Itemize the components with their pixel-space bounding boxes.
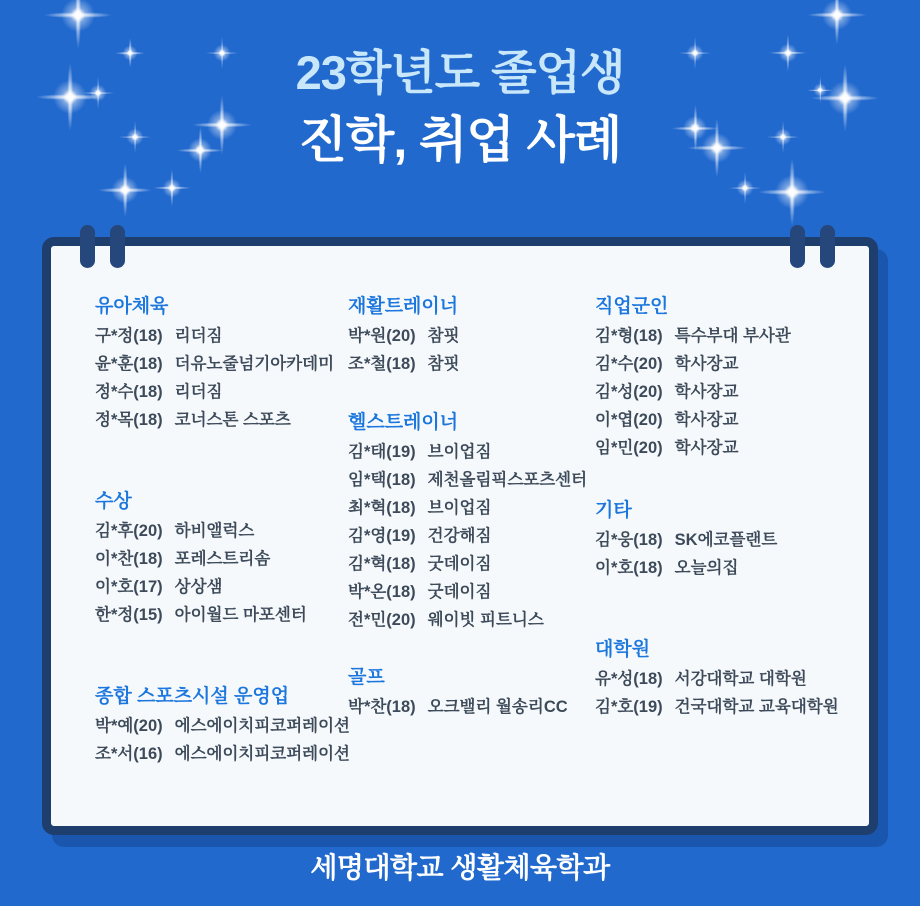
graduate-entry	[595, 406, 865, 434]
graduate-entry	[595, 554, 865, 582]
graduate-name: 김*호(19)	[595, 698, 663, 716]
graduate-entry	[95, 601, 348, 629]
graduate-name: 박*찬(18)	[348, 698, 416, 716]
graduate-entry	[348, 494, 595, 522]
graduate-entry	[348, 466, 595, 494]
title-line-2: 진학, 취업 사례	[298, 112, 622, 168]
sparkle-icon	[49, 0, 107, 44]
graduate-name: 박*원(20)	[348, 327, 416, 345]
category-section	[348, 295, 595, 378]
graduate-entry	[348, 438, 595, 466]
graduate-name: 김*수(20)	[595, 355, 663, 373]
category-section	[595, 499, 865, 582]
graduate-entry	[595, 693, 865, 721]
sparkle-icon	[156, 172, 188, 204]
category-heading: 유아체육	[95, 296, 169, 317]
category-heading: 기타	[595, 500, 632, 521]
placement-org: 굿데이짐	[427, 555, 492, 573]
sparkle-icon	[811, 0, 863, 41]
department-name: 세명대학교 생활체육학과	[310, 852, 610, 883]
graduate-entry	[348, 550, 595, 578]
placement-org: 참핏	[427, 327, 460, 345]
graduate-entry	[595, 350, 865, 378]
graduate-name: 김*웅(18)	[595, 531, 663, 549]
placement-org: 하비앨럭스	[174, 522, 255, 540]
placement-org: 학사장교	[674, 355, 739, 373]
graduate-name: 정*수(18)	[95, 383, 163, 401]
graduate-name: 전*민(20)	[348, 611, 416, 629]
category-heading: 골프	[348, 667, 385, 688]
placement-org: 학사장교	[674, 439, 739, 457]
clip-pin-icon	[790, 225, 805, 268]
graduate-name: 구*정(18)	[95, 327, 163, 345]
category-section	[95, 295, 348, 434]
category-section	[595, 295, 865, 462]
graduate-entry	[95, 322, 348, 350]
graduate-name: 조*철(18)	[348, 355, 416, 373]
placement-org: 에스에이치피코퍼레이션	[174, 745, 350, 763]
graduate-entry	[348, 578, 595, 606]
placement-org: 오늘의집	[674, 559, 739, 577]
graduate-name: 김*후(20)	[95, 522, 163, 540]
graduate-name: 윤*훈(18)	[95, 355, 163, 373]
graduate-entry	[95, 740, 348, 768]
graduate-entry	[595, 665, 865, 693]
placement-org: 참핏	[427, 355, 460, 373]
graduate-name: 김*혁(18)	[348, 555, 416, 573]
graduate-entry	[595, 322, 865, 350]
placement-org: 웨이빗 피트니스	[427, 611, 544, 629]
graduate-name: 김*형(18)	[595, 327, 663, 345]
placement-org: 더유노줄넘기아카데미	[174, 355, 335, 373]
graduate-name: 한*정(15)	[95, 606, 163, 624]
placement-org: 브이업짐	[427, 499, 492, 517]
placement-org: 에스에이치피코퍼레이션	[174, 717, 350, 735]
graduate-name: 김*영(19)	[348, 527, 416, 545]
graduate-name: 이*호(17)	[95, 578, 163, 596]
category-heading: 재활트레이너	[348, 296, 459, 317]
category-section	[95, 490, 348, 629]
placement-org: 브이업짐	[427, 443, 492, 461]
placement-org: 리더짐	[174, 327, 223, 345]
placement-org: 상상샘	[174, 578, 223, 596]
placement-org: 건강해짐	[427, 527, 492, 545]
graduate-name: 이*호(18)	[595, 559, 663, 577]
graduate-entry	[95, 350, 348, 378]
graduate-name: 조*서(16)	[95, 745, 163, 763]
graduate-name: 임*택(18)	[348, 471, 416, 489]
title-line-1: 23학년도 졸업생	[295, 46, 625, 99]
graduate-name: 정*목(18)	[95, 411, 163, 429]
graduate-entry	[348, 350, 595, 378]
placement-org: 제천올림픽스포츠센터	[427, 471, 588, 489]
cases-card	[42, 237, 878, 835]
graduate-name: 이*찬(18)	[95, 550, 163, 568]
graduate-name: 유*성(18)	[595, 670, 663, 688]
clip-pin-icon	[80, 225, 95, 268]
graduate-name: 박*예(20)	[95, 717, 163, 735]
graduate-name: 김*성(20)	[595, 383, 663, 401]
graduate-entry	[595, 434, 865, 462]
graduate-name: 임*민(20)	[595, 439, 663, 457]
clip-pin-icon	[110, 225, 125, 268]
category-heading: 직업군인	[595, 296, 669, 317]
placement-org: 학사장교	[674, 411, 739, 429]
graduate-entry	[348, 693, 595, 721]
graduate-entry	[95, 406, 348, 434]
graduate-entry	[348, 322, 595, 350]
category-section	[348, 411, 595, 634]
graduate-entry	[95, 378, 348, 406]
graduate-entry	[595, 378, 865, 406]
graduate-name: 박*온(18)	[348, 583, 416, 601]
graduate-entry	[95, 712, 348, 740]
graduate-entry	[348, 606, 595, 634]
graduate-name: 김*태(19)	[348, 443, 416, 461]
graduate-name: 최*혁(18)	[348, 499, 416, 517]
category-heading: 종합 스포츠시설 운영업	[95, 686, 290, 707]
placement-org: 학사장교	[674, 383, 739, 401]
category-heading: 대학원	[595, 639, 651, 660]
column-right	[595, 295, 865, 721]
placement-org: 건국대학교 교육대학원	[674, 698, 839, 716]
poster-title	[0, 42, 920, 176]
placement-org: 오크밸리 월송리CC	[427, 698, 568, 716]
placement-org: 서강대학교 대학원	[674, 670, 807, 688]
category-section	[95, 685, 348, 768]
graduate-name: 이*엽(20)	[595, 411, 663, 429]
placement-org: 아이월드 마포센터	[174, 606, 307, 624]
graduate-entry	[95, 573, 348, 601]
graduate-entry	[595, 526, 865, 554]
category-section	[348, 666, 595, 721]
column-left	[95, 295, 348, 768]
sparkle-icon	[731, 174, 760, 203]
column-middle	[348, 295, 595, 721]
graduate-entry	[348, 522, 595, 550]
graduate-entry	[95, 517, 348, 545]
placement-org: 특수부대 부사관	[674, 327, 791, 345]
placement-org: 리더짐	[174, 383, 223, 401]
placement-org: 포레스트리솜	[174, 550, 271, 568]
placement-org: SK에코플랜트	[674, 531, 778, 549]
graduate-entry	[95, 545, 348, 573]
clip-pin-icon	[820, 225, 835, 268]
category-section	[595, 638, 865, 721]
category-heading: 헬스트레이너	[348, 412, 459, 433]
category-heading: 수상	[95, 491, 132, 512]
placement-org: 굿데이짐	[427, 583, 492, 601]
placement-org: 코너스톤 스포츠	[174, 411, 291, 429]
